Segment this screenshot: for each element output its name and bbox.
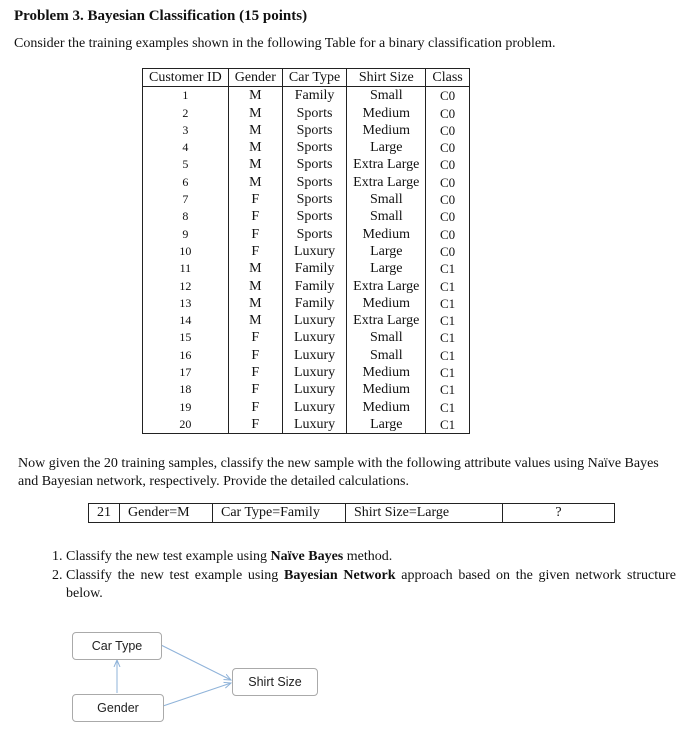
cell-shirt-size: Extra Large (347, 174, 426, 191)
cell-car-type: Luxury (282, 243, 346, 260)
test-shirt-size: Shirt Size=Large (346, 504, 503, 523)
cell-class: C0 (426, 174, 469, 191)
cell-customer-id: 9 (143, 226, 229, 243)
edge-car-to-shirt (161, 645, 231, 680)
cell-class: C0 (426, 243, 469, 260)
cell-car-type: Sports (282, 226, 346, 243)
edge-gender-to-shirt (163, 683, 231, 706)
cell-gender: M (228, 278, 282, 295)
cell-car-type: Sports (282, 105, 346, 122)
cell-car-type: Luxury (282, 347, 346, 364)
cell-customer-id: 5 (143, 156, 229, 173)
cell-customer-id: 15 (143, 329, 229, 346)
cell-car-type: Sports (282, 122, 346, 139)
cell-shirt-size: Large (347, 243, 426, 260)
cell-car-type: Luxury (282, 381, 346, 398)
cell-car-type: Family (282, 278, 346, 295)
cell-car-type: Sports (282, 139, 346, 156)
cell-customer-id: 14 (143, 312, 229, 329)
cell-customer-id: 7 (143, 191, 229, 208)
cell-gender: F (228, 364, 282, 381)
given-text: Now given the 20 training samples, classify the new sample with the following attribute values using Naïve Bayes and Bayesian network, respectively. Provide the detailed calculations. (18, 456, 659, 489)
cell-car-type: Sports (282, 156, 346, 173)
cell-customer-id: 13 (143, 295, 229, 312)
cell-class: C0 (426, 226, 469, 243)
test-car-type: Car Type=Family (213, 504, 346, 523)
cell-customer-id: 8 (143, 208, 229, 225)
cell-shirt-size: Small (347, 87, 426, 105)
header-gender: Gender (228, 69, 282, 87)
cell-class: C0 (426, 122, 469, 139)
cell-customer-id: 4 (143, 139, 229, 156)
cell-car-type: Sports (282, 191, 346, 208)
cell-customer-id: 17 (143, 364, 229, 381)
cell-car-type: Family (282, 87, 346, 105)
cell-car-type: Luxury (282, 312, 346, 329)
node-shirt-size: Shirt Size (232, 668, 318, 696)
cell-class: C0 (426, 105, 469, 122)
cell-car-type: Luxury (282, 364, 346, 381)
cell-customer-id: 11 (143, 260, 229, 277)
cell-customer-id: 19 (143, 399, 229, 416)
cell-class: C0 (426, 87, 469, 105)
cell-gender: F (228, 399, 282, 416)
cell-class: C1 (426, 364, 469, 381)
cell-shirt-size: Large (347, 260, 426, 277)
cell-class: C1 (426, 278, 469, 295)
cell-customer-id: 20 (143, 416, 229, 434)
cell-class: C0 (426, 156, 469, 173)
cell-customer-id: 1 (143, 87, 229, 105)
cell-shirt-size: Extra Large (347, 156, 426, 173)
cell-gender: M (228, 260, 282, 277)
cell-shirt-size: Small (347, 329, 426, 346)
cell-car-type: Family (282, 295, 346, 312)
intro-text: Consider the training examples shown in the following Table for a binary classification problem. (14, 36, 556, 51)
cell-shirt-size: Large (347, 139, 426, 156)
header-class: Class (426, 69, 469, 87)
cell-class: C1 (426, 381, 469, 398)
cell-gender: M (228, 295, 282, 312)
cell-car-type: Sports (282, 174, 346, 191)
cell-shirt-size: Medium (347, 226, 426, 243)
cell-class: C1 (426, 416, 469, 434)
cell-shirt-size: Small (347, 208, 426, 225)
cell-shirt-size: Small (347, 347, 426, 364)
node-car-type: Car Type (72, 632, 162, 660)
cell-shirt-size: Large (347, 416, 426, 434)
cell-class: C0 (426, 139, 469, 156)
cell-customer-id: 6 (143, 174, 229, 191)
cell-gender: F (228, 243, 282, 260)
cell-gender: M (228, 139, 282, 156)
cell-class: C1 (426, 399, 469, 416)
task1-suffix: method. (343, 549, 393, 564)
header-customer-id: Customer ID (143, 69, 229, 87)
task2-prefix: Classify the new test example using (66, 568, 284, 583)
cell-class: C1 (426, 295, 469, 312)
cell-class: C1 (426, 329, 469, 346)
task1-prefix: Classify the new test example using (66, 549, 271, 564)
cell-shirt-size: Medium (347, 364, 426, 381)
cell-car-type: Luxury (282, 329, 346, 346)
cell-class: C1 (426, 312, 469, 329)
cell-customer-id: 18 (143, 381, 229, 398)
cell-gender: F (228, 416, 282, 434)
cell-shirt-size: Small (347, 191, 426, 208)
cell-car-type: Luxury (282, 416, 346, 434)
cell-shirt-size: Extra Large (347, 312, 426, 329)
cell-customer-id: 10 (143, 243, 229, 260)
test-id: 21 (89, 504, 120, 523)
task1-bold: Naïve Bayes (270, 549, 344, 564)
cell-shirt-size: Medium (347, 105, 426, 122)
cell-gender: M (228, 156, 282, 173)
cell-gender: M (228, 105, 282, 122)
cell-gender: F (228, 381, 282, 398)
cell-shirt-size: Medium (347, 399, 426, 416)
cell-class: C1 (426, 260, 469, 277)
problem-title: Problem 3. Bayesian Classification (15 points) (14, 8, 308, 24)
cell-gender: F (228, 191, 282, 208)
cell-gender: F (228, 208, 282, 225)
cell-gender: M (228, 87, 282, 105)
cell-customer-id: 2 (143, 105, 229, 122)
cell-car-type: Sports (282, 208, 346, 225)
cell-gender: M (228, 122, 282, 139)
node-gender: Gender (72, 694, 164, 722)
cell-car-type: Luxury (282, 399, 346, 416)
cell-shirt-size: Medium (347, 381, 426, 398)
header-shirt-size: Shirt Size (347, 69, 426, 87)
cell-car-type: Family (282, 260, 346, 277)
cell-customer-id: 12 (143, 278, 229, 295)
cell-class: C0 (426, 208, 469, 225)
cell-gender: F (228, 226, 282, 243)
cell-gender: F (228, 347, 282, 364)
cell-class: C0 (426, 191, 469, 208)
test-gender: Gender=M (120, 504, 213, 523)
cell-gender: M (228, 312, 282, 329)
cell-shirt-size: Medium (347, 122, 426, 139)
header-car-type: Car Type (282, 69, 346, 87)
task2-bold: Bayesian Network (284, 568, 396, 583)
cell-customer-id: 16 (143, 347, 229, 364)
cell-shirt-size: Medium (347, 295, 426, 312)
cell-class: C1 (426, 347, 469, 364)
cell-shirt-size: Extra Large (347, 278, 426, 295)
task2-suffix: approach based on the given network structure below. (66, 568, 676, 601)
cell-gender: F (228, 329, 282, 346)
test-class-unknown: ? (503, 504, 615, 523)
cell-gender: M (228, 174, 282, 191)
cell-customer-id: 3 (143, 122, 229, 139)
